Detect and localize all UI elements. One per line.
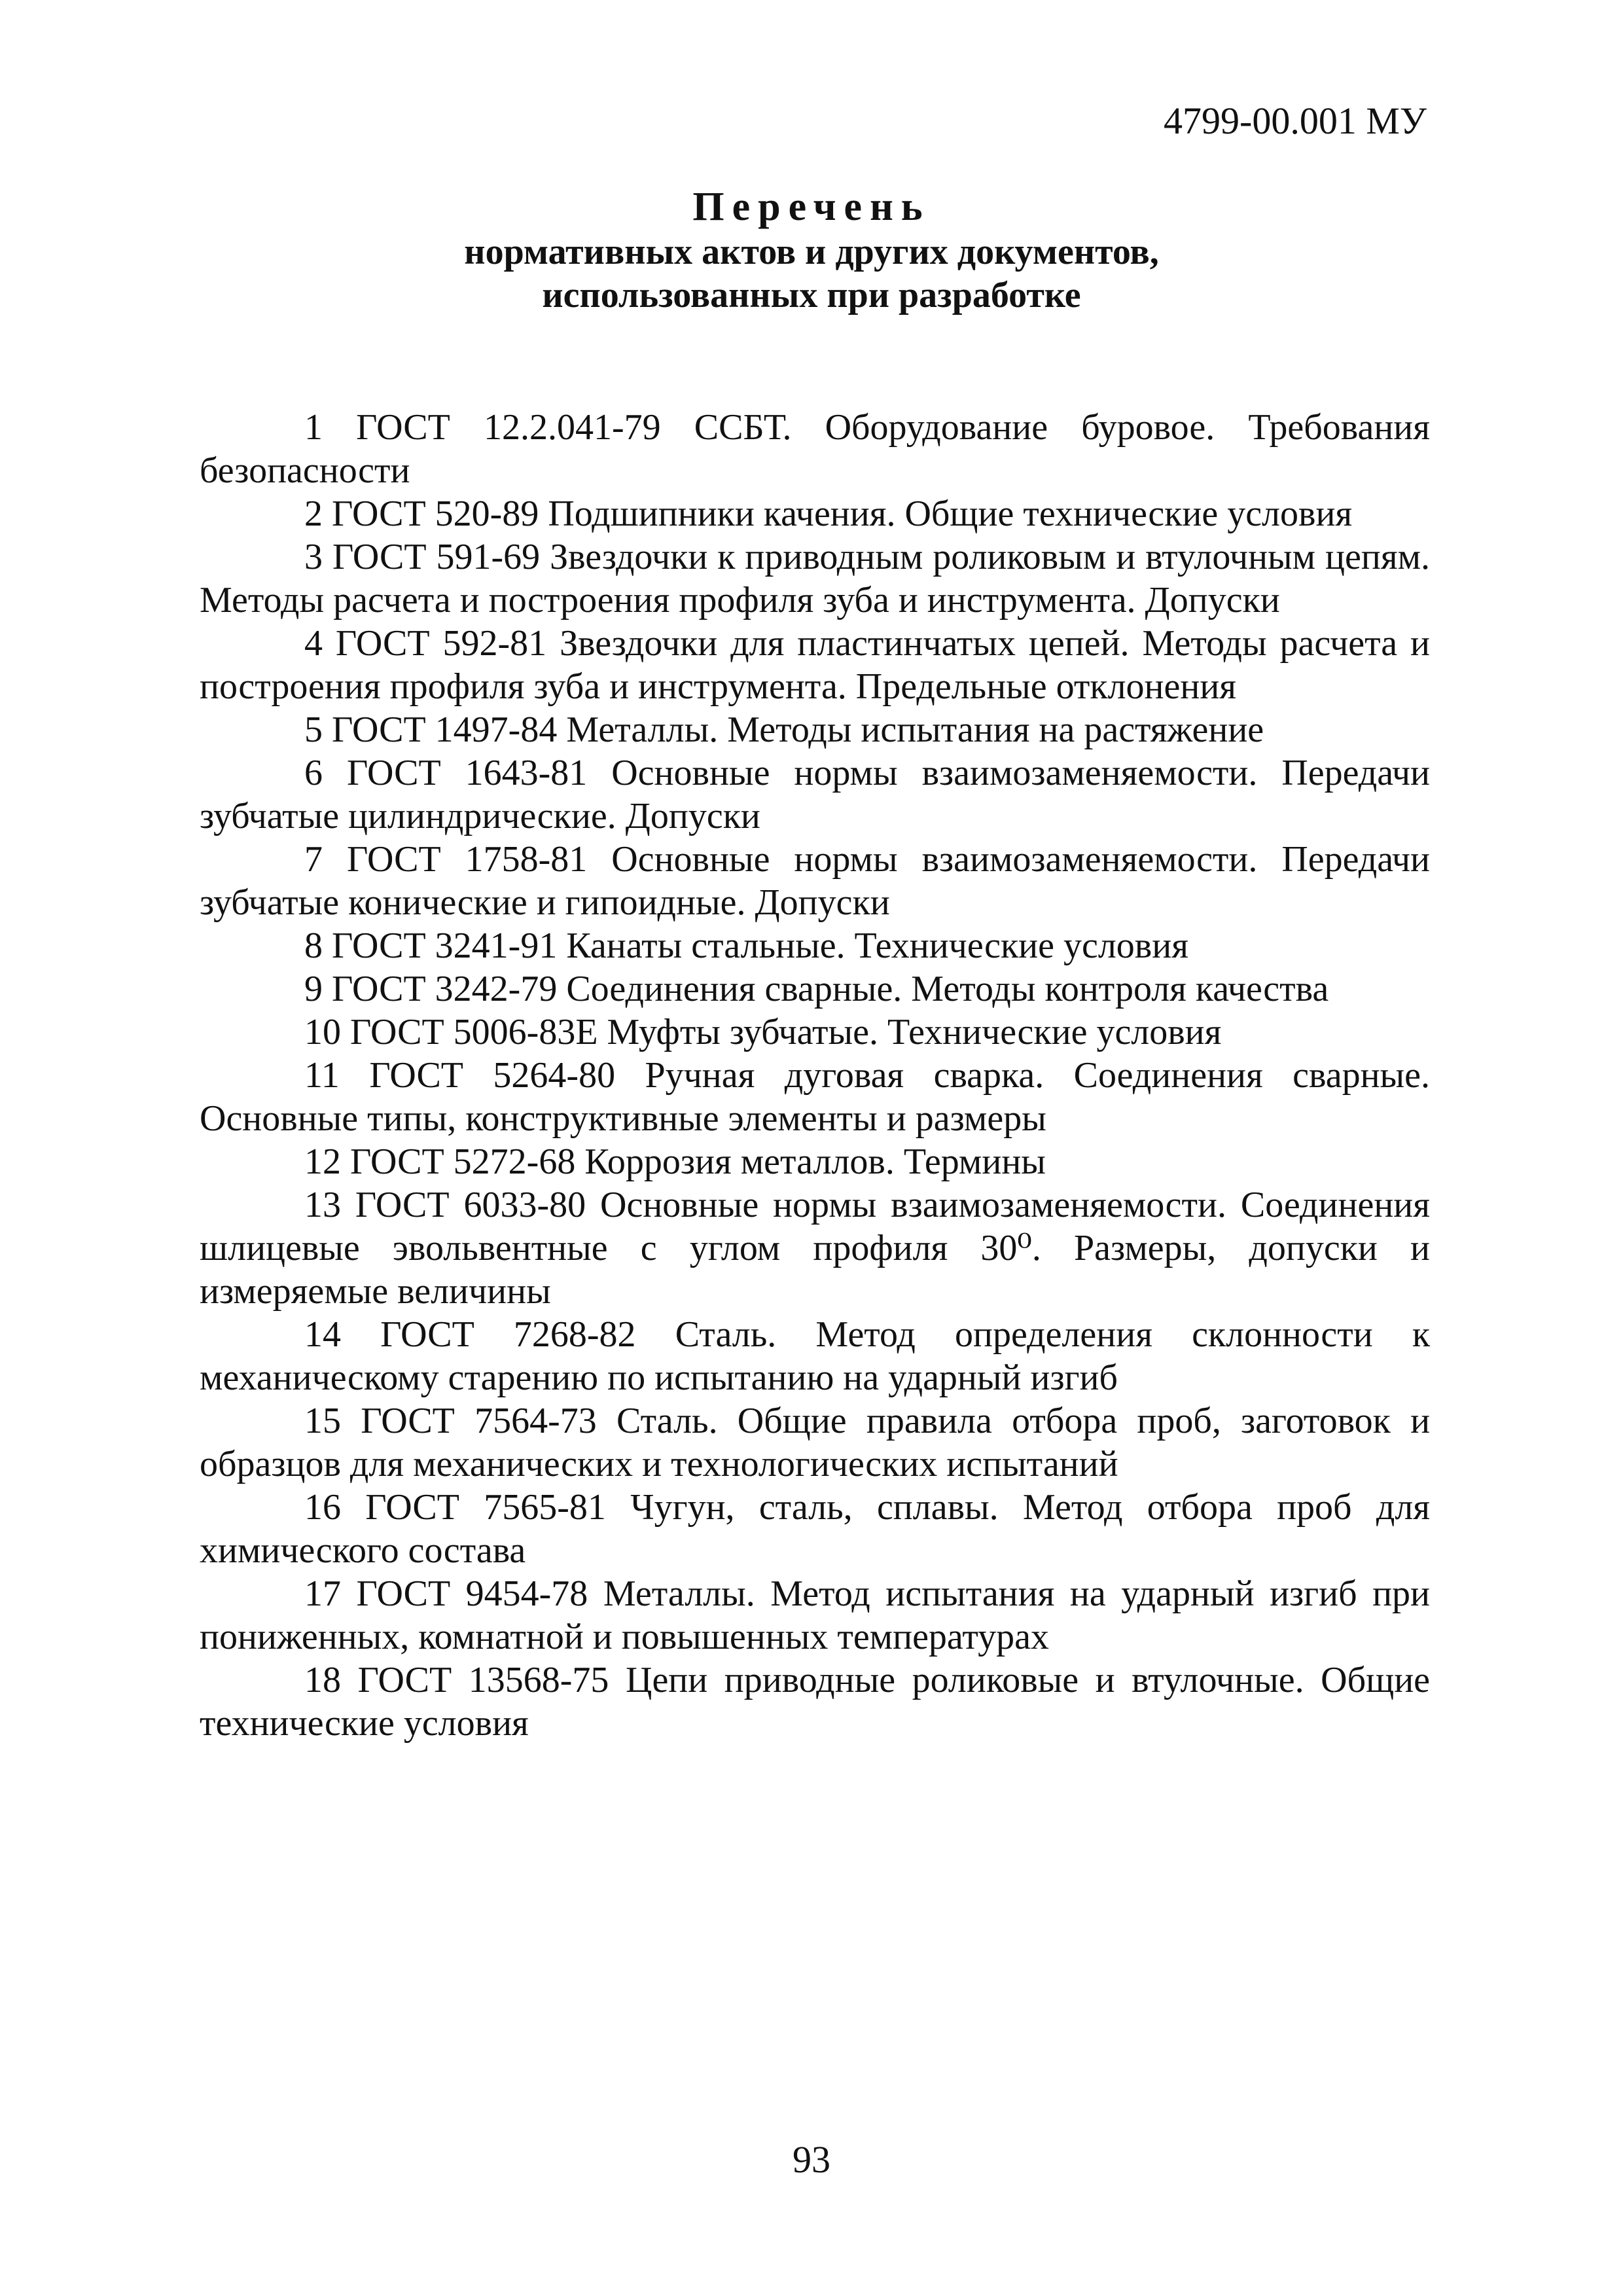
reference-number: 17	[304, 1573, 341, 1614]
reference-title: Сталь. Общие правила отбора проб, заготовок и образцов для механических и технологических испытаний	[200, 1401, 1431, 1484]
reference-title: Сталь. Метод определения склонности к механическому старению по испытанию на ударный изгиб	[200, 1314, 1431, 1398]
reference-item	[200, 751, 1430, 838]
reference-number: 11	[304, 1055, 340, 1096]
reference-number: 1	[304, 407, 323, 448]
reference-code: ГОСТ 591-69	[332, 537, 541, 577]
reference-title: Основные нормы взаимозаменяемости. Соединения шлицевые эвольвентные с углом профиля 30⁰. Размеры, допуски и измеряемые величины	[200, 1185, 1431, 1312]
reference-item	[200, 492, 1430, 535]
reference-code: ГОСТ 3241-91	[332, 925, 558, 966]
reference-code: ГОСТ 1643-81	[346, 753, 588, 793]
reference-number: 14	[304, 1314, 341, 1355]
reference-item	[200, 1486, 1430, 1572]
reference-item	[200, 1054, 1430, 1140]
reference-item	[200, 406, 1430, 492]
reference-item	[200, 967, 1430, 1011]
title-block	[0, 183, 1623, 317]
reference-list	[200, 406, 1430, 1745]
reference-number: 3	[304, 537, 323, 577]
reference-title: Коррозия металлов. Термины	[584, 1141, 1046, 1182]
reference-number: 13	[304, 1185, 341, 1225]
reference-number: 15	[304, 1401, 341, 1441]
reference-number: 8	[304, 925, 323, 966]
page-title: Перечень	[692, 185, 931, 229]
reference-code: ГОСТ 7268-82	[380, 1314, 636, 1355]
reference-code: ГОСТ 12.2.041-79	[356, 407, 661, 448]
document-code: 4799-00.001 МУ	[1164, 99, 1427, 142]
reference-number: 12	[304, 1141, 341, 1182]
reference-title: Звездочки к приводным роликовым и втулочным цепям. Методы расчета и построения профиля зуба и инструмента. Допуски	[200, 537, 1431, 620]
reference-item	[200, 1399, 1430, 1486]
reference-title: Чугун, сталь, сплавы. Метод отбора проб для химического состава	[200, 1487, 1431, 1571]
reference-number: 9	[304, 969, 323, 1009]
reference-title: Соединения сварные. Методы контроля качества	[566, 969, 1329, 1009]
reference-item	[200, 1183, 1430, 1313]
reference-code: ГОСТ 1497-84	[332, 709, 558, 750]
reference-code: ГОСТ 3242-79	[332, 969, 558, 1009]
reference-code: ГОСТ 7564-73	[361, 1401, 597, 1441]
reference-number: 7	[304, 839, 323, 880]
reference-code: ГОСТ 1758-81	[346, 839, 588, 880]
reference-title: Ручная дуговая сварка. Соединения сварные. Основные типы, конструктивные элементы и размеры	[200, 1055, 1431, 1139]
reference-title: Металлы. Методы испытания на растяжение	[566, 709, 1264, 750]
title-subline-2: использованных при разработке	[542, 275, 1081, 315]
reference-title: Основные нормы взаимозаменяемости. Передачи зубчатые цилиндрические. Допуски	[200, 753, 1431, 836]
reference-code: ГОСТ 5264-80	[369, 1055, 616, 1096]
reference-item	[200, 1313, 1430, 1399]
reference-number: 16	[304, 1487, 341, 1528]
reference-item	[200, 622, 1430, 708]
reference-number: 5	[304, 709, 323, 750]
reference-item	[200, 1011, 1430, 1054]
reference-item	[200, 838, 1430, 924]
reference-item	[200, 708, 1430, 751]
reference-title: Подшипники качения. Общие технические условия	[548, 493, 1353, 534]
title-subline-1: нормативных актов и других документов,	[464, 232, 1159, 272]
reference-item	[200, 924, 1430, 967]
reference-code: ГОСТ 7565-81	[365, 1487, 606, 1528]
reference-title: Металлы. Метод испытания на ударный изгиб при пониженных, комнатной и повышенных температурах	[200, 1573, 1431, 1657]
reference-code: ГОСТ 5006-83Е	[350, 1012, 598, 1052]
reference-code: ГОСТ 5272-68	[350, 1141, 576, 1182]
reference-code: ГОСТ 520-89	[332, 493, 539, 534]
page-number: 93	[793, 2138, 830, 2181]
reference-code: ГОСТ 13568-75	[357, 1660, 609, 1700]
reference-item	[200, 535, 1430, 622]
reference-number: 4	[304, 623, 323, 664]
reference-number: 18	[304, 1660, 341, 1700]
reference-title: ССБТ. Оборудование буровое. Требования безопасности	[200, 407, 1431, 491]
reference-title: Звездочки для пластинчатых цепей. Методы расчета и построения профиля зуба и инструмента. Предельные отклонения	[200, 623, 1431, 707]
reference-title: Цепи приводные роликовые и втулочные. Общие технические условия	[200, 1660, 1431, 1744]
reference-item	[200, 1659, 1430, 1745]
reference-item	[200, 1140, 1430, 1183]
reference-code: ГОСТ 592-81	[335, 623, 547, 664]
reference-code: ГОСТ 6033-80	[355, 1185, 586, 1225]
reference-number: 10	[304, 1012, 341, 1052]
reference-title: Основные нормы взаимозаменяемости. Передачи зубчатые конические и гипоидные. Допуски	[200, 839, 1431, 923]
reference-number: 6	[304, 753, 323, 793]
reference-title: Канаты стальные. Технические условия	[566, 925, 1188, 966]
reference-item	[200, 1572, 1430, 1659]
reference-number: 2	[304, 493, 323, 534]
reference-code: ГОСТ 9454-78	[356, 1573, 588, 1614]
reference-title: Муфты зубчатые. Технические условия	[607, 1012, 1222, 1052]
